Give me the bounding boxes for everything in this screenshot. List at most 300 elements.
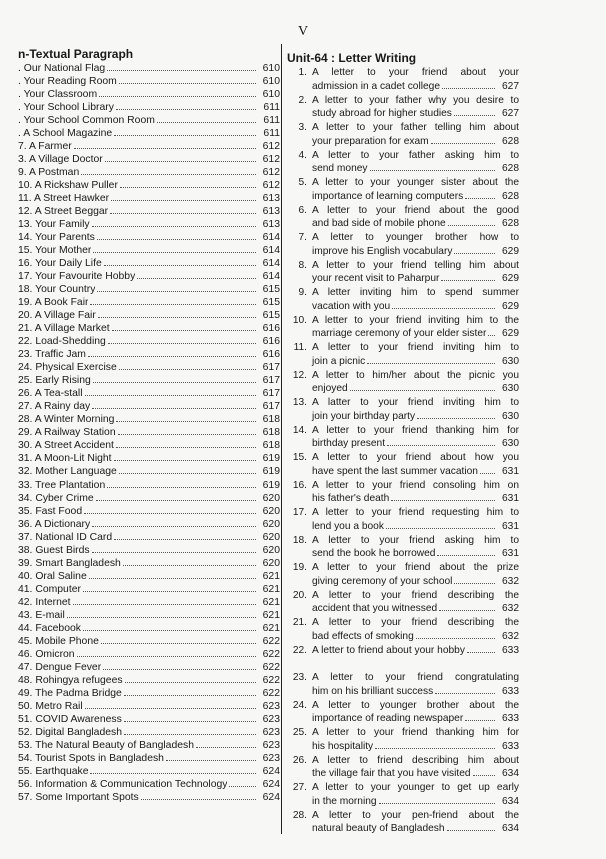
toc-page: 621 [262, 583, 280, 595]
dot-leader [120, 187, 256, 188]
letter-title-line2: him on his brilliant success [312, 685, 434, 697]
dot-leader [119, 83, 256, 84]
dot-leader [454, 583, 495, 584]
toc-label: 23. Traffic Jam [18, 349, 86, 361]
letter-title-line1: A letter to your friend asking him to [312, 534, 519, 546]
toc-label: 20. A Village Fair [18, 310, 96, 322]
toc-page: 616 [262, 349, 280, 361]
letter-entry[interactable] [287, 424, 519, 452]
letter-entry[interactable] [287, 204, 519, 232]
toc-row[interactable] [18, 296, 280, 309]
toc-page: 614 [262, 258, 280, 270]
toc-label: 36. A Dictionary [18, 518, 91, 530]
letter-list [287, 66, 519, 836]
dot-leader [431, 143, 495, 144]
toc-label: 25. Early Rising [18, 375, 91, 387]
toc-label: 44. Facebook [18, 622, 81, 634]
toc-label: 28. A Winter Morning [18, 414, 115, 426]
toc-row[interactable] [18, 687, 280, 700]
letter-entry[interactable] [287, 176, 519, 204]
letter-title-line1: A letter to your friend requesting him to [312, 507, 519, 518]
dot-leader [435, 693, 495, 694]
letter-page: 628 [502, 190, 519, 202]
letter-page: 627 [502, 108, 519, 120]
toc-row[interactable] [18, 309, 280, 322]
dot-leader [83, 630, 256, 631]
toc-page: 618 [262, 440, 280, 452]
letter-entry[interactable] [287, 259, 519, 287]
dot-leader [116, 447, 256, 448]
letter-title-line2: importance of learning computers [312, 190, 464, 202]
letter-text [312, 506, 519, 534]
dot-leader [442, 88, 495, 89]
letter-title-line1: A letter to your father why you desire to [312, 94, 519, 106]
letter-title-line2: accident that you witnessed [312, 603, 438, 615]
letter-entry[interactable] [287, 149, 519, 177]
toc-row[interactable] [18, 479, 280, 492]
letter-line [312, 217, 519, 231]
toc-row[interactable] [18, 622, 280, 635]
toc-page: 614 [262, 232, 280, 244]
toc-row[interactable] [18, 426, 280, 439]
toc-row[interactable] [18, 726, 280, 739]
letter-title-line1: A letter to your friend about your [312, 67, 519, 78]
letter-title-line1: A letter to your friend consoling him on [312, 479, 519, 491]
dot-leader [93, 252, 256, 253]
toc-row[interactable] [18, 101, 280, 114]
letter-entry[interactable] [287, 231, 519, 259]
letter-title-line2: your preparation for exam [312, 135, 429, 147]
toc-row[interactable] [18, 570, 280, 583]
letter-entry[interactable] [287, 341, 519, 369]
letter-number: 27. [292, 782, 307, 793]
letter-entry[interactable] [287, 809, 519, 837]
toc-row[interactable] [18, 778, 280, 791]
toc-page: 612 [262, 167, 280, 179]
toc-label: 32. Mother Language [18, 466, 117, 478]
dot-leader [84, 513, 256, 514]
letter-entry[interactable] [287, 286, 519, 314]
toc-label: 37. National ID Card [18, 531, 113, 543]
dot-leader [116, 109, 256, 110]
toc-label: 30. A Street Accident [18, 440, 114, 452]
toc-row[interactable] [18, 583, 280, 596]
toc-page: 614 [262, 271, 280, 283]
toc-page: 619 [262, 453, 280, 465]
letter-title-line2: improve his English vocabulary [312, 245, 453, 257]
letter-title-line2: his hospitality [312, 740, 374, 752]
toc-label: . Your School Common Room [18, 115, 155, 127]
toc-row[interactable] [18, 635, 280, 648]
letter-text [312, 809, 519, 837]
toc-row[interactable] [18, 218, 280, 231]
letter-page: 632 [502, 603, 519, 615]
letter-title-line2: bad effects of smoking [312, 630, 414, 642]
dot-leader [439, 610, 495, 611]
toc-row[interactable] [18, 192, 280, 205]
dot-leader [447, 830, 495, 831]
letter-entry[interactable] [287, 699, 519, 727]
letter-entry[interactable] [287, 506, 519, 534]
toc-label: 49. The Padma Bridge [18, 687, 122, 699]
letter-number: 23. [292, 672, 307, 683]
toc-row[interactable] [18, 166, 280, 179]
toc-label: 15. Your Mother [18, 245, 92, 257]
dot-leader [90, 773, 256, 774]
toc-row[interactable] [18, 452, 280, 465]
dot-leader [370, 170, 496, 171]
letter-number: 9. [298, 287, 307, 298]
letter-entry[interactable] [287, 726, 519, 754]
dot-leader [116, 421, 256, 422]
toc-row[interactable] [18, 439, 280, 452]
letter-entry[interactable] [287, 121, 519, 149]
toc-page: 622 [262, 674, 280, 686]
toc-row[interactable] [18, 387, 280, 400]
letter-entry[interactable] [287, 754, 519, 782]
toc-row[interactable] [18, 179, 280, 192]
letter-page: 629 [502, 245, 519, 257]
dot-leader [104, 265, 256, 266]
letter-title-line1: A letter to your younger to get up early [312, 782, 519, 793]
letter-entry[interactable] [287, 534, 519, 562]
toc-page: 622 [262, 635, 280, 647]
letter-page: 628 [502, 218, 519, 230]
letter-page: 630 [502, 410, 519, 422]
letter-entry[interactable] [287, 781, 519, 809]
toc-label: 51. COVID Awareness [18, 713, 122, 725]
letter-number: 13. [292, 397, 307, 408]
toc-row[interactable] [18, 531, 280, 544]
dot-leader [465, 198, 495, 199]
letter-page: 634 [502, 768, 519, 780]
toc-row[interactable] [18, 492, 280, 505]
toc-row[interactable] [18, 283, 280, 296]
toc-page: 617 [262, 401, 280, 413]
letter-text [312, 94, 519, 122]
dot-leader [467, 652, 495, 653]
letter-number: 24. [292, 699, 307, 711]
letter-text [312, 396, 519, 424]
letter-title-line2: have spent the last summer vacation [312, 465, 478, 477]
letter-line [312, 520, 519, 534]
dot-leader [114, 539, 256, 540]
toc-page: 611 [263, 115, 280, 127]
toc-page: 610 [262, 89, 280, 101]
letter-entry[interactable] [287, 451, 519, 479]
toc-page: 620 [262, 492, 280, 504]
letter-page: 633 [502, 740, 519, 752]
dot-leader [119, 369, 256, 370]
toc-row[interactable] [18, 505, 280, 518]
toc-page: 611 [263, 128, 280, 140]
letter-text [312, 231, 519, 259]
letter-line [312, 602, 519, 616]
dot-leader [350, 390, 495, 391]
letter-title-line1: A letter inviting him to spend summer [312, 287, 519, 298]
letter-number: 19. [292, 562, 307, 573]
toc-row[interactable] [18, 335, 280, 348]
toc-row[interactable] [18, 361, 280, 374]
letter-number: 22. [292, 644, 307, 656]
letter-number: 2. [298, 94, 307, 106]
toc-label: 29. A Railway Station [18, 427, 116, 439]
letter-entry[interactable] [287, 314, 519, 342]
letter-number: 20. [292, 589, 307, 601]
toc-page: 620 [262, 518, 280, 530]
toc-page: 621 [262, 622, 280, 634]
dot-leader [105, 161, 256, 162]
dot-leader [229, 786, 256, 787]
dot-leader [454, 253, 495, 254]
toc-page: 623 [262, 726, 280, 738]
letter-text [312, 754, 519, 782]
dot-leader [92, 526, 256, 527]
letter-entry[interactable] [287, 479, 519, 507]
toc-page: 623 [262, 713, 280, 725]
toc-label: 42. Internet [18, 596, 71, 608]
toc-row[interactable] [18, 518, 280, 531]
toc-label: . Your School Library [18, 102, 114, 114]
letter-title-line1: A letter to your friend about the prize [312, 562, 519, 573]
dot-leader [441, 280, 495, 281]
toc-row[interactable] [18, 75, 280, 88]
letter-line [312, 644, 519, 658]
toc-label: 18. Your Country [18, 284, 96, 296]
letter-text [312, 671, 519, 699]
letter-line [312, 465, 519, 479]
toc-row[interactable] [18, 752, 280, 765]
dot-leader [416, 638, 495, 639]
toc-page: 619 [262, 479, 280, 491]
dot-leader [387, 445, 495, 446]
letter-text [312, 616, 519, 644]
toc-row[interactable] [18, 62, 280, 75]
dot-leader [81, 174, 256, 175]
toc-page: 620 [262, 531, 280, 543]
toc-row[interactable] [18, 413, 280, 426]
toc-label: 55. Earthquake [18, 765, 89, 777]
toc-row[interactable] [18, 322, 280, 335]
toc-row[interactable] [18, 374, 280, 387]
letter-number: 3. [298, 122, 307, 133]
letter-number: 7. [298, 232, 307, 243]
toc-row[interactable] [18, 557, 280, 570]
toc-row[interactable] [18, 739, 280, 752]
toc-page: 613 [262, 219, 280, 231]
letter-title-line1: A letter to your friend thanking him for [312, 727, 519, 738]
toc-row[interactable] [18, 257, 280, 270]
dot-leader [391, 500, 495, 501]
toc-row[interactable] [18, 127, 280, 140]
letter-text [312, 726, 519, 754]
toc-row[interactable] [18, 648, 280, 661]
letter-line [312, 190, 519, 204]
toc-row[interactable] [18, 114, 280, 127]
toc-page: 622 [262, 661, 280, 673]
letter-page: 634 [502, 823, 519, 835]
dot-leader [367, 363, 495, 364]
toc-row[interactable] [18, 661, 280, 674]
letter-page: 634 [502, 795, 519, 807]
toc-page: 613 [262, 193, 280, 205]
letter-text [312, 644, 519, 672]
letter-title-line1: A letter to your younger sister about the [312, 177, 519, 188]
dot-leader [107, 70, 256, 71]
letter-number: 18. [292, 534, 307, 546]
letter-number: 4. [298, 149, 307, 161]
toc-row[interactable] [18, 674, 280, 687]
letter-entry[interactable] [287, 369, 519, 397]
toc-row[interactable] [18, 270, 280, 283]
page-number: V [297, 24, 309, 39]
dot-leader [119, 473, 256, 474]
toc-label: 47. Dengue Fever [18, 661, 102, 673]
toc-row[interactable] [18, 700, 280, 713]
letter-number: 11. [293, 342, 307, 353]
toc-label: 27. A Rainy day [18, 401, 91, 413]
letter-line [312, 382, 519, 396]
dot-leader [125, 682, 256, 683]
letter-number: 25. [292, 727, 307, 738]
letter-title-line2: giving ceremony of your school [312, 575, 453, 587]
toc-page: 616 [262, 323, 280, 335]
letter-title-line1: A letter to friend describing him about [312, 754, 519, 766]
letter-title-line2: join a picnic [312, 355, 366, 367]
letter-title: A letter to friend about your hobby [312, 644, 465, 656]
letter-line [312, 712, 519, 726]
toc-page: 612 [262, 154, 280, 166]
dot-leader [118, 434, 256, 435]
toc-row[interactable] [18, 244, 280, 257]
toc-label: 17. Your Favourite Hobby [18, 271, 136, 283]
dot-leader [93, 382, 256, 383]
letter-page: 631 [502, 520, 519, 532]
toc-row[interactable] [18, 88, 280, 101]
dot-leader [97, 291, 256, 292]
dot-leader [74, 148, 256, 149]
letter-entry[interactable] [287, 66, 519, 94]
letter-page: 630 [502, 355, 519, 367]
toc-page: 616 [262, 336, 280, 348]
letter-entry[interactable] [287, 644, 519, 672]
toc-page: 621 [262, 596, 280, 608]
letter-line [312, 547, 519, 561]
toc-label: 38. Guest Birds [18, 544, 90, 556]
letter-text [312, 286, 519, 314]
letter-title-line1: A latter to your friend inviting him to [312, 397, 519, 408]
letter-title-line2: and bad side of mobile phone [312, 218, 446, 230]
toc-row[interactable] [18, 205, 280, 218]
toc-row[interactable] [18, 596, 280, 609]
letter-title-line1: A letter to your friend telling him about [312, 259, 519, 271]
letter-text [312, 589, 519, 617]
letter-entry[interactable] [287, 589, 519, 617]
toc-label: 13. Your Family [18, 219, 90, 231]
toc-label: 7. A Farmer [18, 141, 72, 153]
toc-row[interactable] [18, 153, 280, 166]
letter-entry[interactable] [287, 396, 519, 424]
toc-label: 26. A Tea-stall [18, 388, 83, 400]
toc-row[interactable] [18, 400, 280, 413]
letter-line [312, 575, 519, 589]
toc-label: 34. Cyber Crime [18, 492, 94, 504]
letter-number: 15. [292, 452, 307, 463]
toc-row[interactable] [18, 765, 280, 778]
dot-leader [85, 708, 256, 709]
letter-title-line2: the village fair that you have visited [312, 768, 471, 780]
letter-title-line1: A letter to your friend about how you [312, 452, 519, 463]
letter-title-line1: A letter to your friend describing the [312, 617, 519, 628]
letter-title-line1: A letter to him/her about the picnic you [312, 369, 519, 381]
dot-leader [89, 578, 256, 579]
toc-row[interactable] [18, 609, 280, 622]
toc-row[interactable] [18, 348, 280, 361]
toc-page: 621 [262, 609, 280, 621]
dot-leader [99, 96, 256, 97]
letter-text [312, 259, 519, 287]
toc-row[interactable] [18, 713, 280, 726]
toc-row[interactable] [18, 140, 280, 153]
letter-page: 633 [502, 713, 519, 725]
toc-label: . A School Magazine [18, 128, 113, 140]
toc-row[interactable] [18, 791, 280, 804]
dot-leader [124, 734, 256, 735]
letter-number: 5. [298, 177, 307, 188]
letter-entry[interactable] [287, 561, 519, 589]
toc-row[interactable] [18, 544, 280, 557]
toc-label: 40. Oral Saline [18, 570, 87, 582]
dot-leader [137, 278, 256, 279]
letter-entry[interactable] [287, 671, 519, 699]
letter-entry[interactable] [287, 94, 519, 122]
letter-entry[interactable] [287, 616, 519, 644]
letter-line [312, 135, 519, 149]
letter-line [312, 630, 519, 644]
dot-leader [196, 747, 256, 748]
toc-label: 16. Your Daily Life [18, 258, 102, 270]
dot-leader [83, 591, 256, 592]
dot-leader [112, 330, 256, 331]
letter-line [312, 822, 519, 836]
letter-line [312, 795, 519, 809]
toc-label: 31. A Moon-Lit Night [18, 453, 112, 465]
letter-number: 8. [298, 259, 307, 271]
toc-label: 33. Tree Plantation [18, 479, 106, 491]
letter-text [312, 479, 519, 507]
dot-leader [114, 135, 256, 136]
letter-title-line2: his father's death [312, 493, 390, 505]
letter-page: 633 [502, 685, 519, 697]
letter-title-line2: send money [312, 163, 368, 175]
letter-line [312, 300, 519, 314]
letter-title-line1: A letter to your friend inviting him to the [312, 314, 519, 326]
toc-row[interactable] [18, 465, 280, 478]
letter-title-line2: importance of reading newspaper [312, 713, 464, 725]
letter-line [312, 245, 519, 259]
toc-page: 614 [262, 245, 280, 257]
dot-leader [114, 460, 256, 461]
toc-label: 19. A Book Fair [18, 297, 89, 309]
toc-page: 615 [262, 284, 280, 296]
paragraph-index-column [18, 47, 280, 804]
toc-label: 24. Physical Exercise [18, 362, 117, 374]
toc-label: . Your Classroom [18, 89, 98, 101]
toc-row[interactable] [18, 231, 280, 244]
dot-leader [97, 239, 256, 240]
letter-text [312, 781, 519, 809]
dot-leader [488, 335, 495, 336]
